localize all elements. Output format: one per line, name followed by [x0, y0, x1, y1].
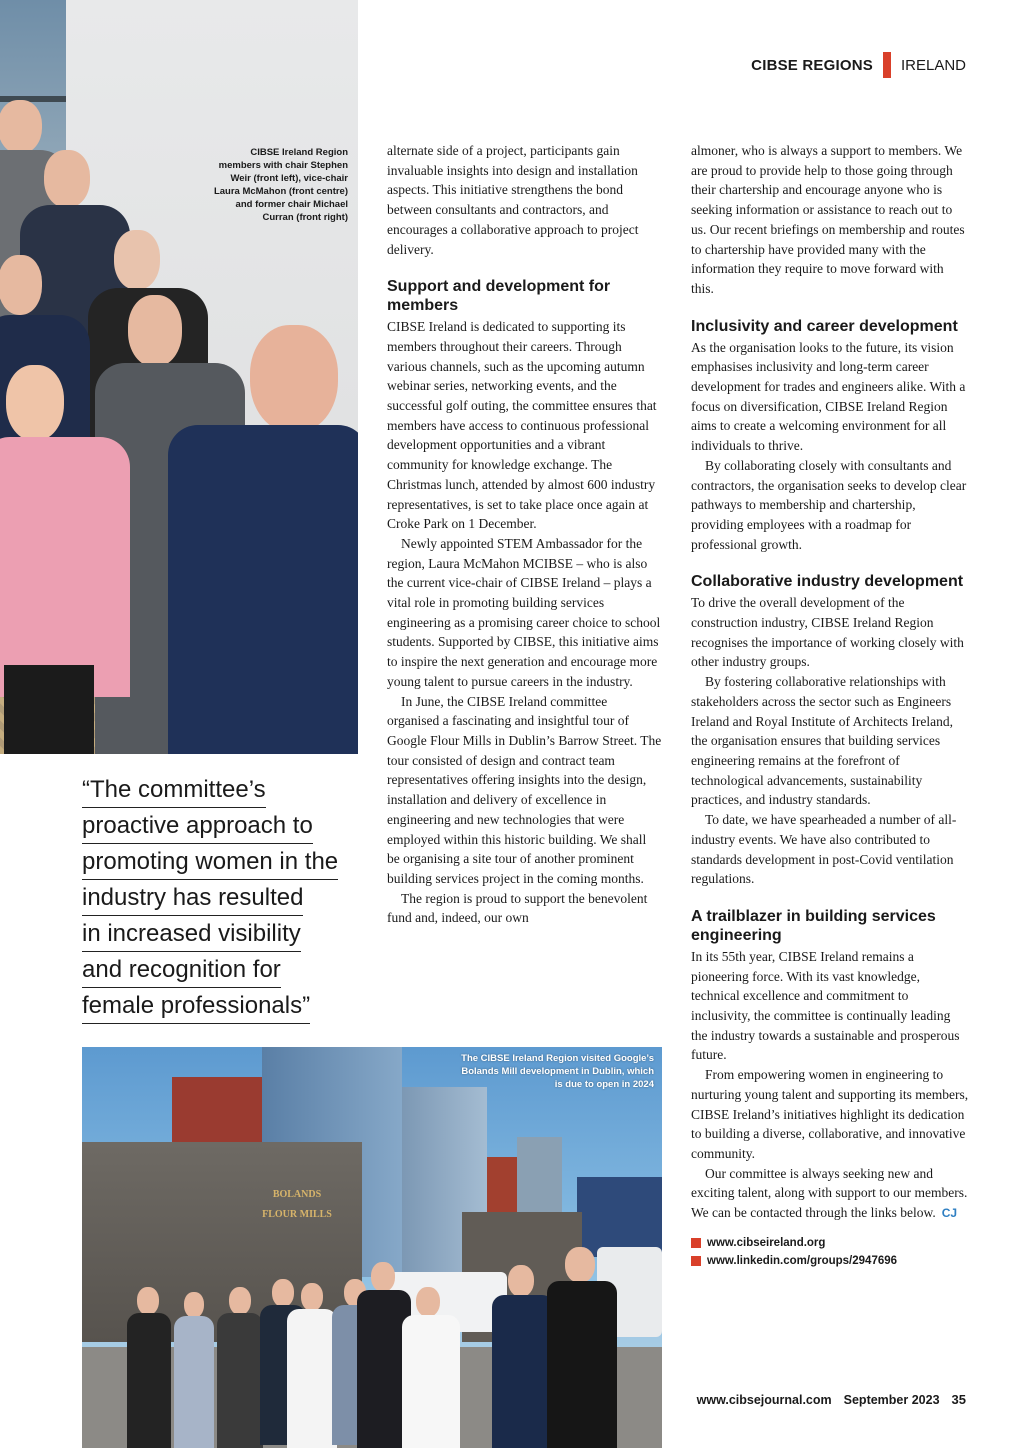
link-item[interactable]	[691, 1252, 969, 1270]
footer-date: September 2023	[843, 1393, 940, 1407]
pull-quote	[82, 772, 364, 1024]
bullet-square-icon	[691, 1256, 701, 1266]
quote-line: in increased visibility	[82, 916, 301, 952]
paragraph: To date, we have spearheaded a number of all-industry events. We have also contributed to standards development in post-Covid ventilation regulations.	[691, 812, 957, 887]
quote-line: female professionals”	[82, 988, 310, 1024]
link-list	[691, 1234, 969, 1270]
page-header	[751, 52, 966, 78]
photo-caption: CIBSE Ireland Region members with chair Stephen Weir (front left), vice-chair Laura McMahon (front centre) and former chair Michael Curran (front right)	[213, 147, 348, 223]
building	[577, 1177, 662, 1257]
header-divider	[883, 52, 891, 78]
paragraph: The region is proud to support the benevolent fund and, indeed, our own	[387, 890, 648, 926]
sign-text: BOLANDS	[272, 1189, 322, 1200]
bullet-square-icon	[691, 1238, 701, 1248]
paragraph: By fostering collaborative relationships with stakeholders across the sector such as Engineers Ireland and Royal Institute of Architects Ireland, the organisation ensures that building services engineering remains at the forefront of technological advancements, sustainability practices, and industry standards.	[691, 674, 954, 808]
paragraph: Newly appointed STEM Ambassador for the region, Laura McMahon MCIBSE – who is also the current vice-chair of CIBSE Ireland – plays a vital role in promoting building services engineering as a promising career choice to school students. Supported by CIBSE, this initiative aims to inspire the next generation and encourage more young talent to pursue careers in the industry.	[387, 535, 661, 689]
paragraph: In its 55th year, CIBSE Ireland remains a pioneering force. With its vast knowledge, technical excellence and commitment to inclusivity, the committee is continually leading the industry towards a sustainable and prosperous future.	[691, 948, 960, 1063]
paragraph: From empowering women in engineering to nurturing young talent and supporting its members, CIBSE Ireland’s initiatives highlight its dedication to building a diverse, collaborative, and innovative community.	[691, 1067, 969, 1161]
paragraph-text: Our committee is always seeking new and exciting talent, along with support to our members. We can be contacted through the links below.	[691, 1165, 968, 1221]
sign-text: FLOUR MILLS	[262, 1209, 332, 1220]
paragraph	[691, 1164, 969, 1224]
page-number: 35	[951, 1392, 966, 1407]
committee-photo	[0, 0, 358, 754]
body-column-2	[691, 141, 969, 1270]
paragraph: As the organisation looks to the future, its vision emphasises inclusivity and long-term career development for trades and engineers alike. With a focus on diversification, CIBSE Ireland Region aims to create a welcoming environment for all individuals to thrive.	[691, 339, 966, 454]
mill-sign	[257, 1185, 337, 1225]
author-signoff: CJ	[941, 1206, 958, 1221]
paragraph: In June, the CIBSE Ireland committee organised a fascinating and insightful tour of Google Flour Mills in Dublin’s Barrow Street. The tour consisted of design and contract team representatives offering insights into the design, installation and delivery of excellence in engineering and new technologies that were employed within this historic building. We shall be organising a site tour of another prominent building services project in the coming months.	[387, 693, 662, 886]
quote-line: promoting women in the	[82, 844, 338, 880]
paragraph: By collaborating closely with consultants and contractors, the organisation seeks to develop clear pathways to membership and chartership, providing employees with a roadmap for professional growth.	[691, 457, 967, 552]
body-column-1	[387, 141, 662, 928]
photo-caption: The CIBSE Ireland Region visited Google’s Bolands Mill development in Dublin, which is due to open in 2024	[461, 1053, 654, 1090]
section-label: CIBSE REGIONS	[751, 56, 873, 74]
subheading: Inclusivity and career development	[691, 317, 958, 335]
quote-line: and recognition for	[82, 952, 281, 988]
website-link[interactable]: www.cibseireland.org	[707, 1236, 826, 1249]
page-footer	[697, 1392, 966, 1407]
subheading: Collaborative industry development	[691, 573, 964, 591]
paragraph: To drive the overall development of the construction industry, CIBSE Ireland Region recognises the importance of working closely with other industry groups.	[691, 595, 964, 670]
paragraph: almoner, who is always a support to members. We are proud to provide help to those going through their chartership and encourage anyone who is seeking information or assistance to reach out to us. Our recent briefings on membership and routes to chartership have provided many with the information they require to move forward with this.	[691, 143, 965, 296]
footer-site: www.cibsejournal.com	[696, 1393, 832, 1407]
paragraph: CIBSE Ireland is dedicated to supporting its members throughout their careers. Through various channels, such as the upcoming autumn webinar series, networking events, and the successful golf outing, the committee ensures that members have access to continuous professional development opportunities and a vibrant community for knowledge exchange. The Christmas lunch, attended by almost 600 industry representatives, is set to take place once again at Croke Park on 1 December.	[387, 319, 657, 532]
subheading: Support and development for members	[387, 278, 611, 315]
link-item[interactable]	[691, 1234, 969, 1252]
quote-line: proactive approach to	[82, 808, 313, 844]
subheading: A trailblazer in building services engineering	[691, 907, 936, 944]
paragraph: alternate side of a project, participants gain invaluable insights into design and installation aspects. This initiative strengthens the bond between consultants and contractors, and encourages a collaborative approach to project delivery.	[387, 143, 639, 257]
quote-line: “The committee’s	[82, 772, 266, 808]
region-label: IRELAND	[900, 56, 966, 74]
linkedin-link[interactable]: www.linkedin.com/groups/2947696	[707, 1254, 898, 1267]
quote-line: industry has resulted	[82, 880, 303, 916]
site-visit-photo	[82, 1047, 662, 1448]
